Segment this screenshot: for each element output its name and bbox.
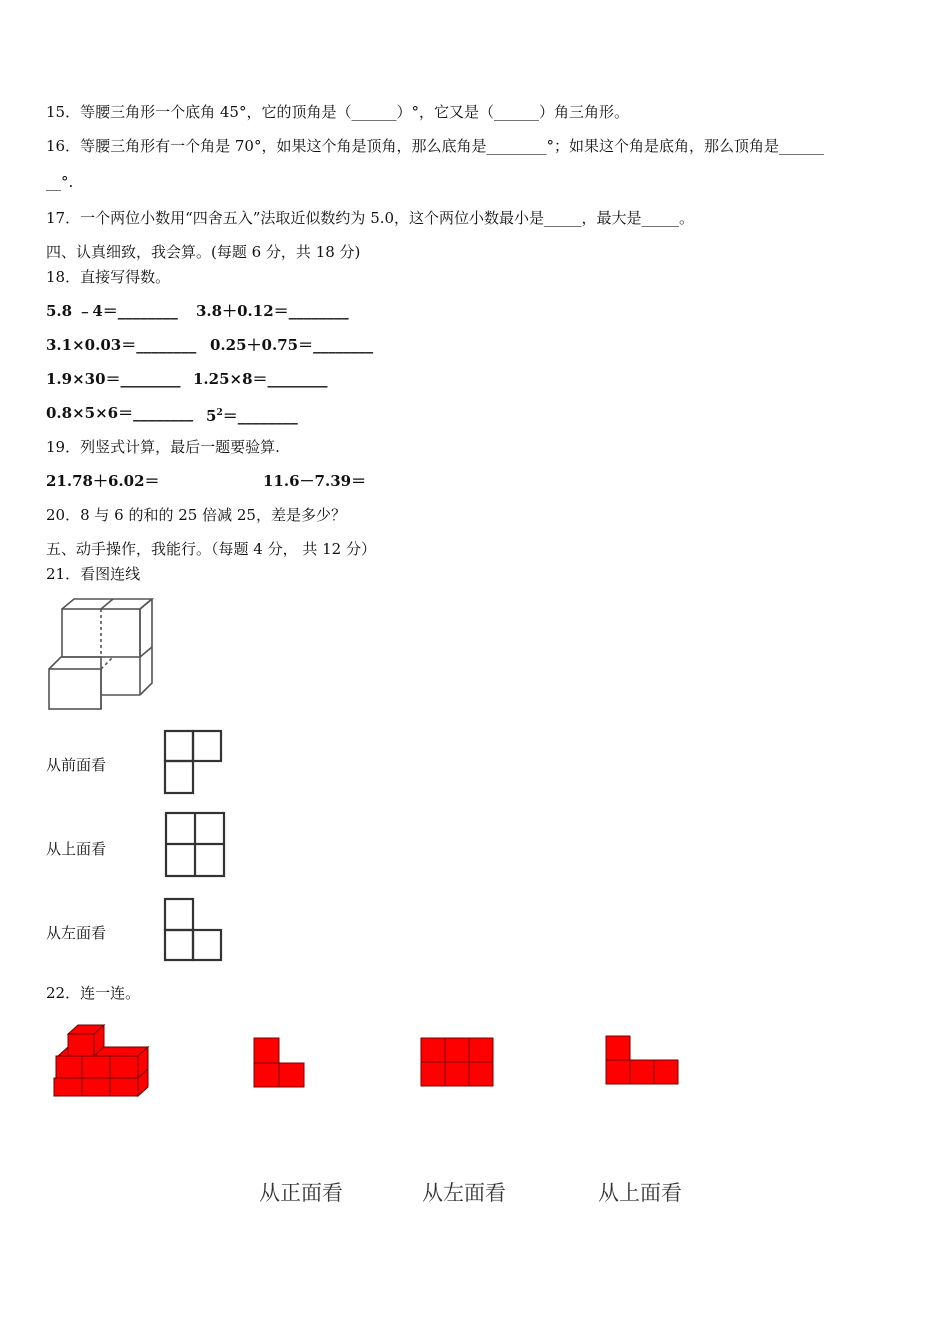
q18-item-5: 1.9×30＝________ bbox=[46, 370, 181, 388]
power-exponent: 2 bbox=[216, 408, 223, 418]
question-17: 17．一个两位小数用“四舍五入”法取近似数约为 5.0，这个两位小数最小是_____，最大是_____。 bbox=[46, 209, 695, 227]
section-5-title: 五、动手操作，我能行。（每题 4 分， 共 12 分） bbox=[46, 540, 376, 558]
q19-item-1: 21.78＋6.02＝ bbox=[46, 472, 160, 490]
q18-item-4: 0.25＋0.75＝________ bbox=[210, 336, 374, 354]
section-4-title: 四、认真细致，我会算。(每题 6 分，共 18 分) bbox=[46, 243, 361, 261]
question-18-title: 18．直接写得数。 bbox=[46, 268, 171, 286]
q21-view-top-label: 从上面看 bbox=[46, 840, 107, 858]
question-20: 20．8 与 6 的和的 25 倍减 25，差是多少？ bbox=[46, 506, 346, 524]
question-16-line2: __°. bbox=[46, 173, 74, 191]
q21-cube-sketch bbox=[44, 595, 160, 713]
q18-item-7: 0.8×5×6＝________ bbox=[46, 404, 194, 422]
q21-view-left-label: 从左面看 bbox=[46, 924, 107, 942]
q22-red-view-a bbox=[252, 1036, 306, 1090]
q19-item-2: 11.6－7.39＝ bbox=[263, 472, 367, 490]
power-blank: ＝________ bbox=[222, 407, 298, 425]
q18-item-2: 3.8＋0.12＝________ bbox=[196, 302, 349, 320]
q21-shape-a bbox=[162, 728, 228, 798]
q21-shape-b bbox=[163, 810, 231, 882]
q22-caption-front: 从正面看 bbox=[259, 1181, 343, 1205]
question-16-line1: 16．等腰三角形有一个角是 70°，如果这个角是顶角，那么底角是________°；如果这个角是底角，那么顶角是______ bbox=[46, 137, 824, 155]
q22-caption-top: 从上面看 bbox=[598, 1181, 682, 1205]
q18-item-3: 3.1×0.03＝________ bbox=[46, 336, 197, 354]
q22-red-block-model bbox=[50, 1020, 154, 1100]
question-21-title: 21．看图连线 bbox=[46, 565, 141, 583]
question-15: 15．等腰三角形一个底角 45°，它的顶角是（______）°，它又是（______）角三角形。 bbox=[46, 103, 629, 121]
q21-shape-c bbox=[162, 896, 228, 966]
q18-item-8 bbox=[206, 403, 298, 426]
q22-caption-left: 从左面看 bbox=[422, 1181, 506, 1205]
q22-red-view-c bbox=[604, 1034, 682, 1088]
power-base: 5 bbox=[206, 407, 217, 425]
question-19-title: 19．列竖式计算，最后一题要验算. bbox=[46, 438, 280, 456]
q21-view-front-label: 从前面看 bbox=[46, 756, 107, 774]
question-22-title: 22．连一连。 bbox=[46, 984, 141, 1002]
q18-item-6: 1.25×8＝________ bbox=[193, 370, 328, 388]
q18-item-1: 5.8 ﹣4＝________ bbox=[46, 302, 178, 320]
q22-red-view-b bbox=[419, 1036, 495, 1088]
